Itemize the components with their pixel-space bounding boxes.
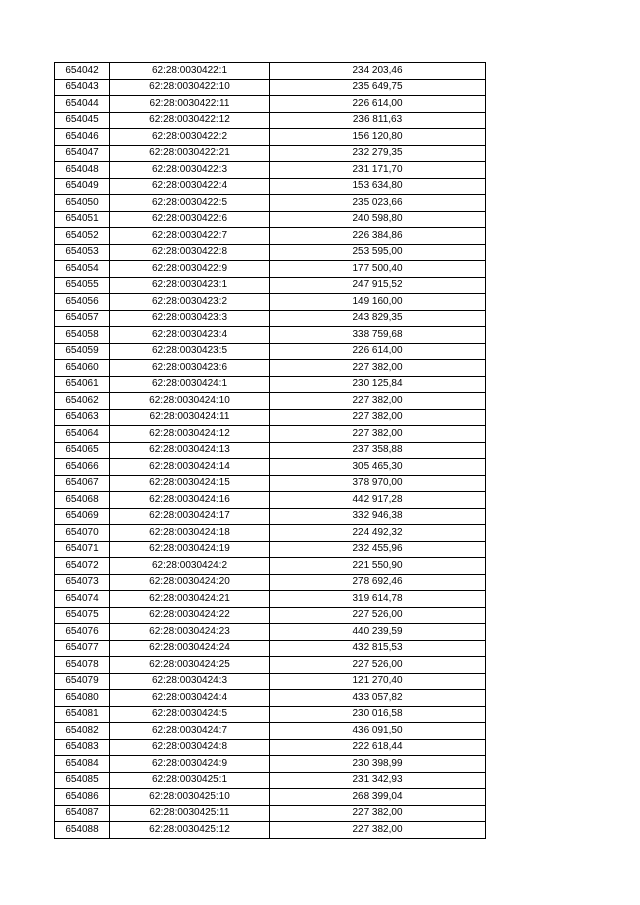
cadastral-number-cell: 62:28:0030422:1 (110, 63, 270, 80)
value-cell: 230 016,58 (270, 706, 486, 723)
row-number-cell: 654084 (55, 756, 110, 773)
table-row (55, 96, 486, 113)
table-row (55, 756, 486, 773)
cadastral-number-cell: 62:28:0030424:10 (110, 393, 270, 410)
row-number-cell: 654055 (55, 277, 110, 294)
row-number-cell: 654057 (55, 310, 110, 327)
value-cell: 177 500,40 (270, 261, 486, 278)
value-cell: 232 279,35 (270, 145, 486, 162)
row-number-cell: 654067 (55, 475, 110, 492)
row-number-cell: 654069 (55, 508, 110, 525)
row-number-cell: 654048 (55, 162, 110, 179)
cadastral-number-cell: 62:28:0030422:6 (110, 211, 270, 228)
value-cell: 149 160,00 (270, 294, 486, 311)
value-cell: 338 759,68 (270, 327, 486, 344)
row-number-cell: 654054 (55, 261, 110, 278)
cadastral-number-cell: 62:28:0030422:2 (110, 129, 270, 146)
row-number-cell: 654078 (55, 657, 110, 674)
cadastral-number-cell: 62:28:0030424:21 (110, 591, 270, 608)
table-row (55, 541, 486, 558)
row-number-cell: 654063 (55, 409, 110, 426)
value-cell: 230 125,84 (270, 376, 486, 393)
table-row (55, 310, 486, 327)
table-row (55, 79, 486, 96)
cadastral-number-cell: 62:28:0030423:3 (110, 310, 270, 327)
row-number-cell: 654062 (55, 393, 110, 410)
table-row (55, 145, 486, 162)
table-row (55, 162, 486, 179)
value-cell: 231 171,70 (270, 162, 486, 179)
cadastral-number-cell: 62:28:0030425:1 (110, 772, 270, 789)
row-number-cell: 654058 (55, 327, 110, 344)
row-number-cell: 654076 (55, 624, 110, 641)
value-cell: 433 057,82 (270, 690, 486, 707)
row-number-cell: 654074 (55, 591, 110, 608)
value-cell: 226 384,86 (270, 228, 486, 245)
table-row (55, 822, 486, 839)
cadastral-number-cell: 62:28:0030423:2 (110, 294, 270, 311)
table-row (55, 409, 486, 426)
row-number-cell: 654079 (55, 673, 110, 690)
row-number-cell: 654085 (55, 772, 110, 789)
cadastral-number-cell: 62:28:0030422:7 (110, 228, 270, 245)
table-row (55, 459, 486, 476)
cadastral-number-cell: 62:28:0030424:8 (110, 739, 270, 756)
table-row (55, 723, 486, 740)
cadastral-number-cell: 62:28:0030422:4 (110, 178, 270, 195)
row-number-cell: 654045 (55, 112, 110, 129)
row-number-cell: 654087 (55, 805, 110, 822)
table-row (55, 657, 486, 674)
cadastral-number-cell: 62:28:0030424:12 (110, 426, 270, 443)
table-row (55, 195, 486, 212)
value-cell: 268 399,04 (270, 789, 486, 806)
table-row (55, 294, 486, 311)
value-cell: 227 382,00 (270, 426, 486, 443)
table-row (55, 690, 486, 707)
cadastral-number-cell: 62:28:0030424:16 (110, 492, 270, 509)
value-cell: 227 526,00 (270, 607, 486, 624)
cadastral-number-cell: 62:28:0030424:15 (110, 475, 270, 492)
value-cell: 226 614,00 (270, 343, 486, 360)
table-row (55, 525, 486, 542)
table-row (55, 129, 486, 146)
table-body (55, 63, 486, 839)
table-row (55, 442, 486, 459)
value-cell: 156 120,80 (270, 129, 486, 146)
row-number-cell: 654056 (55, 294, 110, 311)
row-number-cell: 654066 (55, 459, 110, 476)
table-row (55, 426, 486, 443)
row-number-cell: 654044 (55, 96, 110, 113)
value-cell: 235 023,66 (270, 195, 486, 212)
table-row (55, 706, 486, 723)
row-number-cell: 654060 (55, 360, 110, 377)
table-row (55, 673, 486, 690)
row-number-cell: 654068 (55, 492, 110, 509)
cadastral-number-cell: 62:28:0030425:11 (110, 805, 270, 822)
table-row (55, 178, 486, 195)
value-cell: 227 382,00 (270, 822, 486, 839)
row-number-cell: 654052 (55, 228, 110, 245)
value-cell: 153 634,80 (270, 178, 486, 195)
table-row (55, 376, 486, 393)
value-cell: 121 270,40 (270, 673, 486, 690)
table-row (55, 475, 486, 492)
cadastral-number-cell: 62:28:0030422:8 (110, 244, 270, 261)
table-row (55, 624, 486, 641)
cadastral-number-cell: 62:28:0030424:25 (110, 657, 270, 674)
value-cell: 378 970,00 (270, 475, 486, 492)
row-number-cell: 654083 (55, 739, 110, 756)
row-number-cell: 654051 (55, 211, 110, 228)
table-row (55, 574, 486, 591)
row-number-cell: 654061 (55, 376, 110, 393)
table-row (55, 805, 486, 822)
value-cell: 278 692,46 (270, 574, 486, 591)
value-cell: 226 614,00 (270, 96, 486, 113)
value-cell: 237 358,88 (270, 442, 486, 459)
table-row (55, 112, 486, 129)
row-number-cell: 654042 (55, 63, 110, 80)
row-number-cell: 654075 (55, 607, 110, 624)
cadastral-number-cell: 62:28:0030423:4 (110, 327, 270, 344)
cadastral-number-cell: 62:28:0030424:7 (110, 723, 270, 740)
table-row (55, 360, 486, 377)
value-cell: 436 091,50 (270, 723, 486, 740)
table-row (55, 772, 486, 789)
row-number-cell: 654059 (55, 343, 110, 360)
table-row (55, 277, 486, 294)
value-cell: 232 455,96 (270, 541, 486, 558)
cadastral-number-cell: 62:28:0030422:3 (110, 162, 270, 179)
row-number-cell: 654080 (55, 690, 110, 707)
cadastral-number-cell: 62:28:0030424:18 (110, 525, 270, 542)
cadastral-number-cell: 62:28:0030422:10 (110, 79, 270, 96)
value-cell: 227 382,00 (270, 805, 486, 822)
table-row (55, 393, 486, 410)
table-row (55, 789, 486, 806)
cadastral-number-cell: 62:28:0030424:13 (110, 442, 270, 459)
row-number-cell: 654072 (55, 558, 110, 575)
value-cell: 230 398,99 (270, 756, 486, 773)
value-cell: 240 598,80 (270, 211, 486, 228)
table-row (55, 558, 486, 575)
cadastral-number-cell: 62:28:0030424:1 (110, 376, 270, 393)
cadastral-number-cell: 62:28:0030423:1 (110, 277, 270, 294)
table-row (55, 492, 486, 509)
cadastral-number-cell: 62:28:0030422:5 (110, 195, 270, 212)
row-number-cell: 654086 (55, 789, 110, 806)
value-cell: 442 917,28 (270, 492, 486, 509)
cadastral-number-cell: 62:28:0030422:21 (110, 145, 270, 162)
cadastral-number-cell: 62:28:0030422:9 (110, 261, 270, 278)
table-row (55, 211, 486, 228)
cadastral-number-cell: 62:28:0030424:22 (110, 607, 270, 624)
table-row (55, 591, 486, 608)
row-number-cell: 654050 (55, 195, 110, 212)
row-number-cell: 654065 (55, 442, 110, 459)
table-row (55, 63, 486, 80)
cadastral-number-cell: 62:28:0030423:6 (110, 360, 270, 377)
row-number-cell: 654049 (55, 178, 110, 195)
row-number-cell: 654077 (55, 640, 110, 657)
value-cell: 236 811,63 (270, 112, 486, 129)
value-cell: 222 618,44 (270, 739, 486, 756)
row-number-cell: 654046 (55, 129, 110, 146)
cadastral-number-cell: 62:28:0030424:5 (110, 706, 270, 723)
row-number-cell: 654064 (55, 426, 110, 443)
cadastral-number-cell: 62:28:0030424:4 (110, 690, 270, 707)
value-cell: 332 946,38 (270, 508, 486, 525)
cadastral-number-cell: 62:28:0030422:11 (110, 96, 270, 113)
cadastral-number-cell: 62:28:0030424:14 (110, 459, 270, 476)
cadastral-number-cell: 62:28:0030424:17 (110, 508, 270, 525)
table-row (55, 261, 486, 278)
cadastral-number-cell: 62:28:0030424:19 (110, 541, 270, 558)
table-row (55, 244, 486, 261)
table-row (55, 739, 486, 756)
value-cell: 224 492,32 (270, 525, 486, 542)
cadastral-number-cell: 62:28:0030424:2 (110, 558, 270, 575)
table-row (55, 508, 486, 525)
cadastral-number-cell: 62:28:0030424:3 (110, 673, 270, 690)
value-cell: 440 239,59 (270, 624, 486, 641)
value-cell: 432 815,53 (270, 640, 486, 657)
cadastral-number-cell: 62:28:0030424:9 (110, 756, 270, 773)
value-cell: 235 649,75 (270, 79, 486, 96)
cadastral-number-cell: 62:28:0030424:23 (110, 624, 270, 641)
cadastral-number-cell: 62:28:0030424:11 (110, 409, 270, 426)
row-number-cell: 654071 (55, 541, 110, 558)
value-cell: 227 526,00 (270, 657, 486, 674)
value-cell: 227 382,00 (270, 393, 486, 410)
cadastral-number-cell: 62:28:0030424:24 (110, 640, 270, 657)
value-cell: 227 382,00 (270, 409, 486, 426)
row-number-cell: 654043 (55, 79, 110, 96)
row-number-cell: 654081 (55, 706, 110, 723)
table-row (55, 228, 486, 245)
table-row (55, 327, 486, 344)
cadastral-number-cell: 62:28:0030425:12 (110, 822, 270, 839)
row-number-cell: 654088 (55, 822, 110, 839)
row-number-cell: 654053 (55, 244, 110, 261)
cadastral-number-cell: 62:28:0030423:5 (110, 343, 270, 360)
cadastral-number-cell: 62:28:0030425:10 (110, 789, 270, 806)
cadastral-number-cell: 62:28:0030424:20 (110, 574, 270, 591)
row-number-cell: 654070 (55, 525, 110, 542)
table-row (55, 640, 486, 657)
table-row (55, 343, 486, 360)
value-cell: 231 342,93 (270, 772, 486, 789)
row-number-cell: 654047 (55, 145, 110, 162)
value-cell: 234 203,46 (270, 63, 486, 80)
table-row (55, 607, 486, 624)
value-cell: 305 465,30 (270, 459, 486, 476)
row-number-cell: 654082 (55, 723, 110, 740)
row-number-cell: 654073 (55, 574, 110, 591)
value-cell: 227 382,00 (270, 360, 486, 377)
cadastral-number-cell: 62:28:0030422:12 (110, 112, 270, 129)
value-cell: 253 595,00 (270, 244, 486, 261)
data-table (54, 62, 486, 839)
value-cell: 319 614,78 (270, 591, 486, 608)
value-cell: 243 829,35 (270, 310, 486, 327)
value-cell: 247 915,52 (270, 277, 486, 294)
value-cell: 221 550,90 (270, 558, 486, 575)
